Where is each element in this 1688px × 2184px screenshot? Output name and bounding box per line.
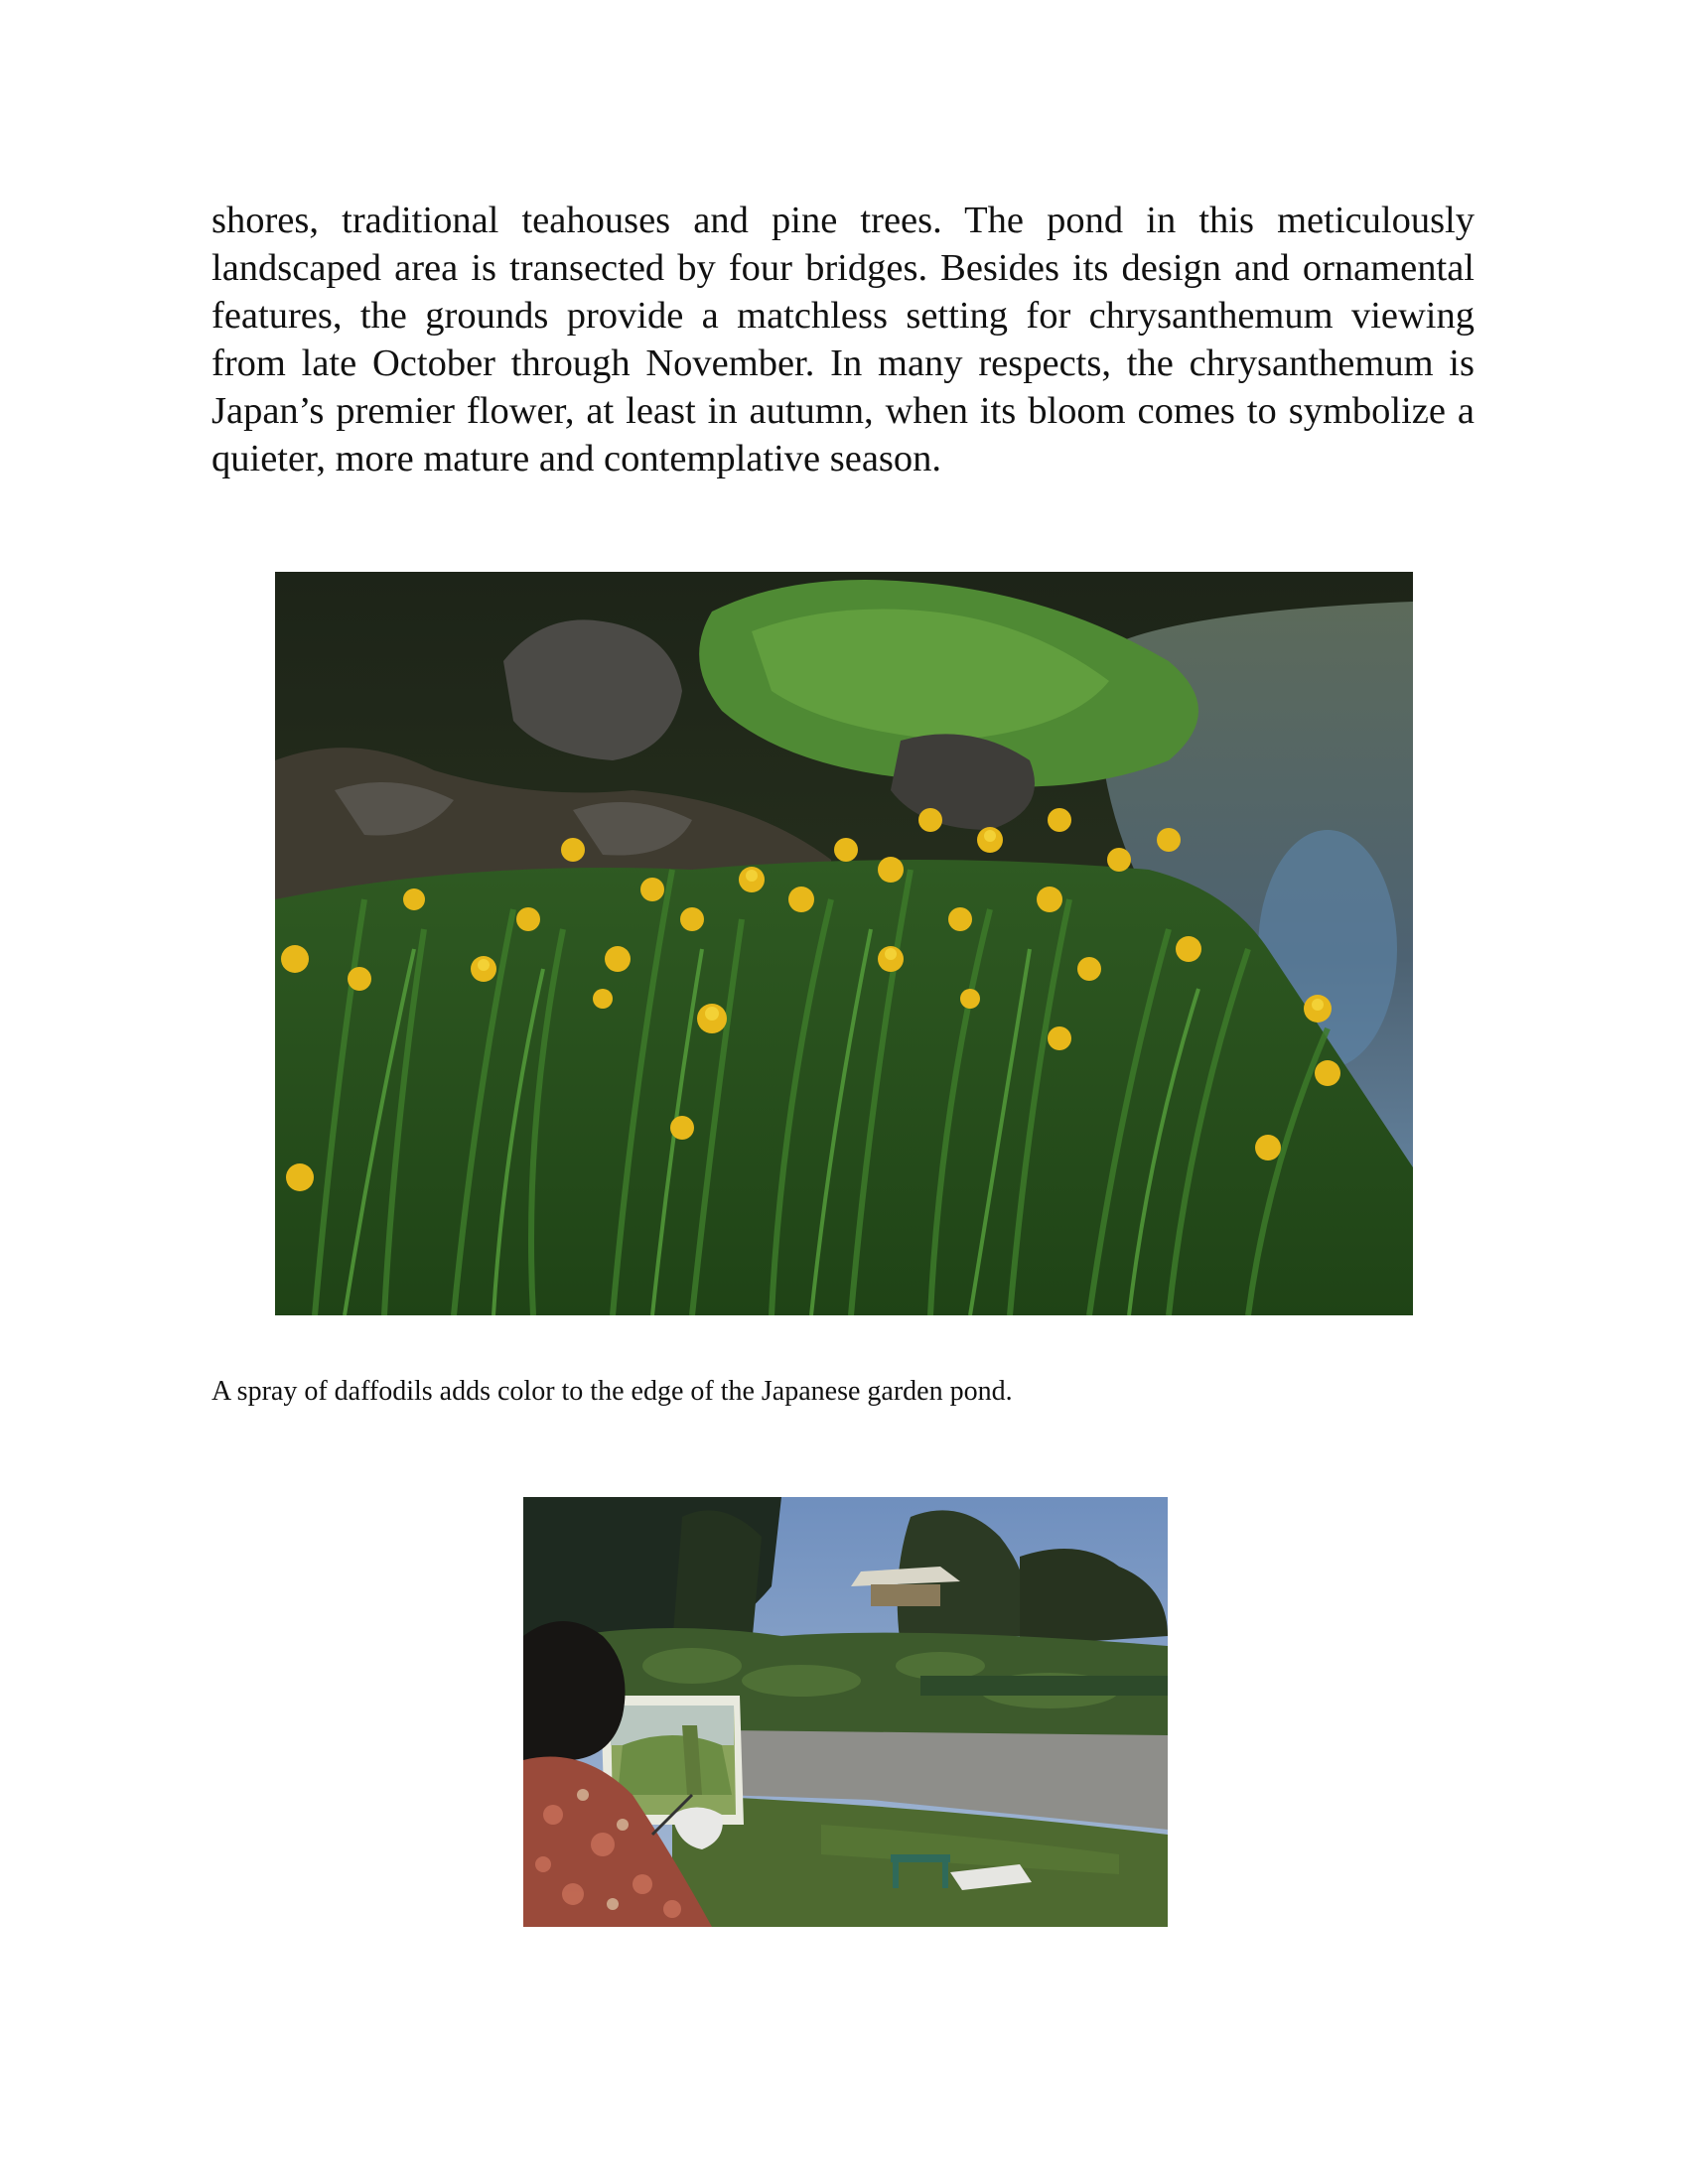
- photo-painter-illustration: [523, 1497, 1168, 1927]
- photo-yellow-flowers-by-pond: [275, 572, 1413, 1315]
- photo-painter-in-garden: [523, 1497, 1168, 1927]
- photo-flowers-illustration: [275, 572, 1413, 1315]
- figure-caption: A spray of daffodils adds color to the edge of the Japanese garden pond.: [211, 1376, 1013, 1407]
- body-paragraph: shores, traditional teahouses and pine trees. The pond in this meticulously landscaped area is transected by four bridges. Besides its design and ornamental features, the grounds provide a matchless setting for chrysanthemum viewing from late October through November. In many respects, the chrysanthemum is Japan’s premier flower, at least in autumn, when its bloom comes to symbolize a quieter, more mature and contemplative season.: [211, 200, 1475, 479]
